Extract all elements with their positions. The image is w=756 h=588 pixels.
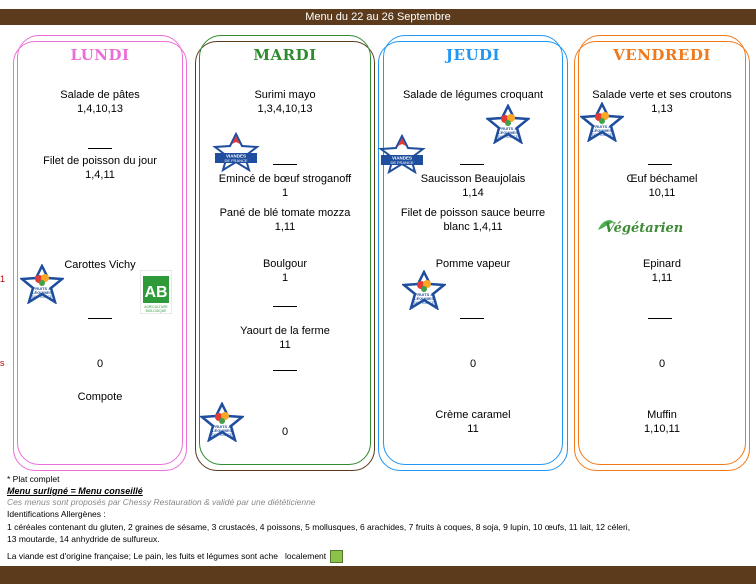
mardi-accompagnement xyxy=(199,257,371,285)
lundi-fromage xyxy=(17,357,183,371)
vendredi-dessert xyxy=(578,408,746,436)
vegetarien-icon xyxy=(592,216,688,238)
allergen-codes: 1,14 xyxy=(462,187,484,199)
allergen-codes: 1,11 xyxy=(274,221,296,233)
edge-mark: 1 xyxy=(0,274,6,284)
jeudi-plat-poisson xyxy=(383,206,563,234)
allergen-codes: 0 xyxy=(96,358,104,370)
jeudi-plat xyxy=(383,172,563,200)
dish-name: Filet de poisson sauce beurre xyxy=(400,207,546,219)
small-image-icon xyxy=(330,550,343,563)
separator xyxy=(273,306,297,307)
dish-name: Muffin xyxy=(647,409,677,421)
separator xyxy=(273,370,297,371)
allergen-codes: 11 xyxy=(279,339,291,351)
allergen-codes: 1 xyxy=(281,272,289,284)
dish-name: Filet de poisson du jour xyxy=(43,155,157,167)
allergen-codes: 1,13 xyxy=(651,103,673,115)
dish-name: Epinard xyxy=(643,258,681,270)
badge-text: LÉGUMES xyxy=(498,130,518,135)
footer-plat-complet: * Plat complet xyxy=(7,474,60,484)
dish-name: Pané de blé tomate mozza xyxy=(219,207,351,219)
dish-name: Compote xyxy=(77,391,123,403)
day-name-lundi: LUNDI xyxy=(70,46,130,64)
fruits-legumes-de-france-icon xyxy=(580,102,624,142)
badge-text: FRUITS & xyxy=(414,292,434,297)
dish-name: Surimi mayo xyxy=(254,89,316,101)
allergen-codes: 0 xyxy=(658,358,666,370)
allergen-codes: 11 xyxy=(467,423,479,435)
badge-text: FRUITS & xyxy=(592,124,612,129)
dish-name: Salade de légumes croquant xyxy=(402,89,544,101)
badge-text: BIOLOGIQUE xyxy=(145,309,167,313)
badge-text: LÉGUMES xyxy=(592,128,612,133)
dish-name: Emincé de bœuf stroganoff xyxy=(218,173,352,185)
lundi-entree xyxy=(17,88,183,116)
mardi-plat xyxy=(199,172,371,200)
jeudi-entree xyxy=(383,88,563,102)
fruits-legumes-de-france-icon xyxy=(20,264,64,304)
viandes-de-france-icon xyxy=(378,134,426,174)
allergen-codes: 0 xyxy=(469,358,477,370)
separator xyxy=(460,164,484,165)
fruits-legumes-de-france-icon xyxy=(402,270,446,310)
badge-text: FRUITS & xyxy=(212,424,232,429)
dish-name: Œuf béchamel xyxy=(626,173,698,185)
separator xyxy=(88,318,112,319)
footer-propose: Ces menus sont proposés par Chessy Restauration & validé par une diététicienne xyxy=(7,497,316,507)
badge-text: AGRICULTURE xyxy=(144,305,168,309)
dish-name: Saucisson Beaujolais xyxy=(420,173,526,185)
dish-name: Yaourt de la ferme xyxy=(240,325,330,337)
allergen-codes: 1,11 xyxy=(651,272,673,284)
dish-name: Salade verte et ses croutons xyxy=(592,89,732,101)
separator xyxy=(88,148,112,149)
jeudi-dessert xyxy=(383,408,563,436)
footer-allergenes-1: 1 céréales contenant du gluten, 2 graines de sésame, 3 crustacés, 4 poissons, 5 mollusques, 6 arachides, 7 fruits à coques, 8 soja, 9 lupin, 10 œufs, 11 lait, 12 céleri, xyxy=(7,522,631,532)
footer-identifications: Identifications Allergènes : xyxy=(7,509,106,519)
agriculture-biologique-icon xyxy=(140,270,172,314)
footer-allergenes-2: 13 moutarde, 14 anhydride de sulfureux. xyxy=(7,534,160,544)
dish-name: Pomme vapeur xyxy=(435,258,511,270)
badge-text: LÉGUMES xyxy=(212,428,232,433)
mardi-plat-vege xyxy=(199,206,371,234)
allergen-codes: 1,4,10,13 xyxy=(77,103,123,115)
allergen-codes: 0 xyxy=(281,426,289,438)
allergen-codes: 1,10,11 xyxy=(644,423,680,435)
badge-text: DE FRANCE xyxy=(413,301,435,305)
separator xyxy=(460,318,484,319)
footer-origine: La viande est d'origine française; Le pain, les fuits et légumes sont ache localement xyxy=(7,551,327,561)
fruits-legumes-de-france-icon xyxy=(200,402,244,442)
viandes-de-france-icon xyxy=(212,132,260,172)
badge-text: DE FRANCE xyxy=(211,433,233,437)
allergen-codes: 1,4,11 xyxy=(85,169,115,181)
allergen-codes: 1 xyxy=(281,187,289,199)
badge-text: VIANDES xyxy=(225,153,247,159)
badge-text: DE FRANCE xyxy=(497,135,519,139)
badge-text: FRUITS & xyxy=(498,126,518,131)
mardi-entree xyxy=(199,88,371,116)
badge-text: LÉGUMES xyxy=(32,290,52,295)
dish-name-cont: blanc 1,4,11 xyxy=(443,221,503,233)
edge-mark: s xyxy=(0,358,5,368)
vendredi-plat xyxy=(578,172,746,200)
allergen-codes: 1,3,4,10,13 xyxy=(257,103,313,115)
badge-text: VIANDES xyxy=(391,155,413,161)
jeudi-fromage xyxy=(383,357,563,371)
badge-text: Végétarien xyxy=(604,221,684,236)
menu-title: Menu du 22 au 26 Septembre xyxy=(305,11,451,23)
badge-text: DE FRANCE xyxy=(591,133,613,137)
mardi-dessert xyxy=(278,425,292,439)
badge-text: DE FRANCE xyxy=(390,160,414,165)
badge-text: AB xyxy=(144,284,168,301)
separator xyxy=(648,164,672,165)
dish-name: Salade de pâtes xyxy=(60,89,140,101)
fruits-legumes-de-france-icon xyxy=(486,104,530,144)
menu-title-bar xyxy=(0,9,756,25)
lundi-dessert xyxy=(17,390,183,404)
day-name-jeudi: JEUDI xyxy=(445,46,501,64)
badge-text: DE FRANCE xyxy=(31,295,53,299)
lundi-plat xyxy=(17,154,183,182)
separator xyxy=(648,318,672,319)
badge-text: LÉGUMES xyxy=(414,296,434,301)
badge-text: DE FRANCE xyxy=(224,158,248,163)
vendredi-fromage xyxy=(578,357,746,371)
badge-text: FRUITS & xyxy=(32,286,52,291)
bottom-bar xyxy=(0,566,756,584)
dish-name: Boulgour xyxy=(262,258,308,270)
separator xyxy=(273,164,297,165)
dish-name: Crème caramel xyxy=(435,409,511,421)
dish-name: Carottes Vichy xyxy=(64,259,136,271)
vendredi-accompagnement xyxy=(578,257,746,285)
allergen-codes: 10,11 xyxy=(648,187,676,199)
mardi-laitage xyxy=(199,324,371,352)
day-name-mardi: MARDI xyxy=(253,46,317,64)
footer-menu-conseille: Menu surligné = Menu conseillé xyxy=(7,486,143,496)
jeudi-accompagnement xyxy=(383,257,563,271)
day-name-vendredi: VENDREDI xyxy=(613,46,711,64)
